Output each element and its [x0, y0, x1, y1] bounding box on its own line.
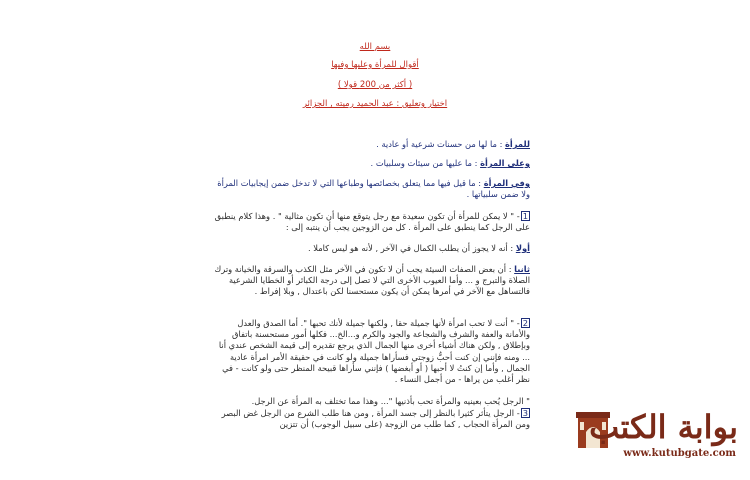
item-2 [212, 318, 530, 385]
intro-line-1 [212, 139, 530, 150]
point-text: : أن بعض الصفات السيئة يجب أن لا تكون في الآخر مثل الكذب والسرقة والخيانة وترك الصلاة والتبرج و ... وأما العيوب الأخرى التي لا تصل إلى درجة الكبائر أو الخطايا الشرعية فالتساهل مع الآخر في أمرها يمكن أن يكون مستحسنا لكن باعتدال , وبلا إفراط . [214, 264, 530, 297]
intro-line-1-lead: للمرأة [505, 139, 530, 149]
item-3 [212, 408, 530, 430]
logo-name: بوابة الكتب [589, 408, 738, 446]
item-number: 1 [522, 211, 528, 221]
kutubgate-logo [578, 408, 738, 468]
document-title: أقوال للمرأة وعليها وفيها [331, 60, 419, 70]
item-1-point-first [212, 243, 530, 254]
item-text: - " أنت لا تحب امرأة لأنها جميلة حقا , ولكنها جميلة لأنك تحبها ". أما الصدق والعدل والأمانة والعفة والشرف والشجاعة والجود والكرم و...الخ... فكلها أمور مستحسنة باتفاق وبإطلاق , ولكن هناك أشياء أخرى منها الجمال الذي يرجع تقديره إلى قيمة الشخص عندي أنا ... ومنه فإنني إن كنت أحبُّ زوجتي فسأراها جميلة ولو كانت في حقيقة الأمر امرأة عادية الجمال , وأما إن كنتُ لا أحبها ( أو أبغضها ) فإنني سأراها قبيحة المنظر حتى ولو كانت - في نظر أغلب من يراها - من أجمل النساء . [218, 318, 530, 385]
basmala: بسم الله [359, 42, 391, 52]
item-text: - الرجل يتأثر كثيرا بالنظر إلى جسد المرأة , ومن هنا طلب الشرع من الرجل غض البصر ومن المرأة الحجاب , كما طلب من الزوجة (على سبيل الوجوب) أن تتزين [221, 408, 530, 430]
point-lead: أولا [515, 243, 530, 253]
item-1 [212, 211, 530, 233]
document-author: اختيار وتعليق : عبد الحميد رميته , الجزائر [302, 99, 448, 109]
intro-line-1-text: : ما لها من حسنات شرعية أو عادية . [376, 139, 506, 149]
item-number: 2 [522, 318, 528, 328]
quote-line [212, 396, 530, 407]
item-number: 3 [522, 408, 528, 418]
document-subtitle: ( أكثر من 200 قولا ) [337, 80, 413, 90]
point-lead: ثانيا [514, 264, 530, 274]
item-text: - " لا يمكن للمرأة أن تكون سعيدة مع رجل يتوقع منها أن تكون مثالية " . وهذا كلام ينطبق على الرجل كما ينطبق على المرأة . كل من الزوجين يجب أن ينتبه إلى : [214, 211, 530, 233]
intro-line-2-text: : ما عليها من سيئات وسلبيات . [370, 158, 481, 168]
quote-text: " الرجل يُحب بعينيه والمرأة تحب بأذنيها "... وهذا مما تختلف به المرأة عن الرجل. [251, 396, 530, 406]
intro-line-3-lead: وفي المرأة [483, 178, 530, 188]
intro-line-3-text: : ما قيل فيها مما يتعلق بخصائصها وطباعها التي لا تدخل ضمن إيجابيات المرأة ولا ضمن سلبياتها . [217, 178, 530, 200]
point-text: : أنه لا يجوز أن يطلب الكمال في الآخر , لأنه هو ليس كاملا . [307, 243, 516, 253]
intro-line-2 [212, 158, 530, 169]
logo-url: www.kutubgate.com [623, 448, 736, 459]
item-1-point-second [212, 264, 530, 298]
intro-line-3 [212, 178, 530, 200]
intro-line-2-lead: وعلى المرأة [480, 158, 530, 168]
